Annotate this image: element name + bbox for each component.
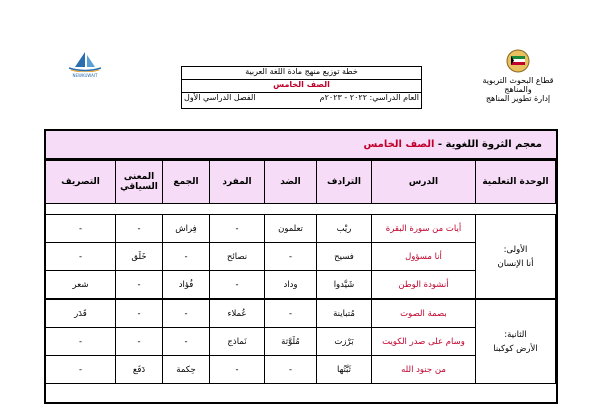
context-cell: - bbox=[116, 271, 163, 300]
semester: الفصل الدراسي الأول bbox=[184, 93, 256, 102]
unit-cell bbox=[476, 215, 556, 300]
sail-logo-icon bbox=[65, 50, 105, 72]
section-title-grade: الصف الخامس bbox=[363, 139, 435, 150]
plan-title-box bbox=[181, 66, 422, 109]
vocabulary-table-frame bbox=[44, 129, 558, 404]
context-cell: خَلَق bbox=[116, 243, 163, 271]
plural-cell: - bbox=[163, 299, 210, 328]
plural-cell: - bbox=[163, 243, 210, 271]
plural-cell: فِراش bbox=[163, 215, 210, 243]
ministry-department: إدارة تطوير المناهج bbox=[485, 94, 551, 103]
conjugation-cell: - bbox=[46, 215, 116, 243]
antonym-cell: - bbox=[265, 356, 317, 384]
lesson-cell: أيات من سورة البقرة bbox=[372, 215, 476, 243]
conjugation-cell: شعر bbox=[46, 271, 116, 300]
synonym-cell: شَيَّدوا bbox=[317, 271, 372, 300]
academic-year: العام الدراسي: ٢٠٢٢ - ٢٠٢٣م bbox=[319, 93, 419, 102]
section-title bbox=[46, 131, 556, 160]
conjugation-cell: - bbox=[46, 328, 116, 356]
header-synonym: الترادف bbox=[317, 161, 372, 204]
antonym-cell: وداد bbox=[265, 271, 317, 300]
conjugation-cell: - bbox=[46, 356, 116, 384]
header-lesson: الدرس bbox=[372, 161, 476, 204]
context-cell: - bbox=[116, 328, 163, 356]
context-cell: - bbox=[116, 215, 163, 243]
spacer-row bbox=[46, 204, 556, 215]
singular-cell: نَماذج bbox=[210, 328, 265, 356]
grade-title: الصف الخامس bbox=[182, 80, 421, 93]
singular-cell: عُملاء bbox=[210, 299, 265, 328]
lesson-cell: بصمة الصوت bbox=[372, 299, 476, 328]
synonym-cell: مُتباينة bbox=[317, 299, 372, 328]
unit-title: الأرض كوكبنا bbox=[493, 343, 538, 354]
antonym-cell: تعلمون bbox=[265, 215, 317, 243]
header-contextual-meaning: المعنى السياقي bbox=[116, 161, 163, 204]
new-kuwait-logo bbox=[60, 50, 110, 78]
antonym-cell: - bbox=[265, 243, 317, 271]
conjugation-cell: - bbox=[46, 243, 116, 271]
table-row bbox=[46, 215, 556, 243]
singular-cell: - bbox=[210, 356, 265, 384]
lesson-cell: أنا مسؤول bbox=[372, 243, 476, 271]
header-conjugation: التصريف bbox=[46, 161, 116, 204]
unit-number: الأولى: bbox=[503, 244, 528, 255]
table-row bbox=[46, 299, 556, 328]
year-semester-row bbox=[182, 93, 421, 105]
header-antonym: الضد bbox=[265, 161, 317, 204]
synonym-cell: ثَبَّتُها bbox=[317, 356, 372, 384]
header-singular: المفرد bbox=[210, 161, 265, 204]
unit-cell bbox=[476, 299, 556, 384]
synonym-cell: بَرْزت bbox=[317, 328, 372, 356]
ministry-sector: قطاع البحوث التربوية والمناهج bbox=[482, 76, 554, 94]
table-header-row bbox=[46, 161, 556, 204]
synonym-cell: فسيح bbox=[317, 243, 372, 271]
plan-title: خطة توزيع منهج مادة اللغة العربية bbox=[182, 67, 421, 80]
context-cell: - bbox=[116, 299, 163, 328]
header-unit: الوحدة التعلمية bbox=[476, 161, 556, 204]
logo-caption: NEWKUWAIT bbox=[72, 73, 98, 78]
antonym-cell: - bbox=[265, 299, 317, 328]
plural-cell: فُؤاد bbox=[163, 271, 210, 300]
antonym-cell: مُلَوَّثة bbox=[265, 328, 317, 356]
unit-number: الثانية: bbox=[504, 329, 527, 340]
plural-cell: - bbox=[163, 328, 210, 356]
lesson-cell: أنشودة الوطن bbox=[372, 271, 476, 300]
header-plural: الجمع bbox=[163, 161, 210, 204]
plural-cell: حِكمة bbox=[163, 356, 210, 384]
section-title-main: معجم الثروة اللغوية - bbox=[434, 139, 542, 150]
unit-title: أنا الإنسان bbox=[497, 258, 534, 269]
singular-cell: نصائح bbox=[210, 243, 265, 271]
lesson-cell: من جنود الله bbox=[372, 356, 476, 384]
ministry-logo bbox=[474, 48, 562, 103]
conjugation-cell: قَدَر bbox=[46, 299, 116, 328]
lesson-cell: وسام على صدر الكويت bbox=[372, 328, 476, 356]
singular-cell: - bbox=[210, 215, 265, 243]
emblem-icon bbox=[503, 48, 533, 74]
context-cell: دَفَع bbox=[116, 356, 163, 384]
singular-cell: - bbox=[210, 271, 265, 300]
synonym-cell: ريْب bbox=[317, 215, 372, 243]
vocabulary-table bbox=[45, 160, 556, 384]
